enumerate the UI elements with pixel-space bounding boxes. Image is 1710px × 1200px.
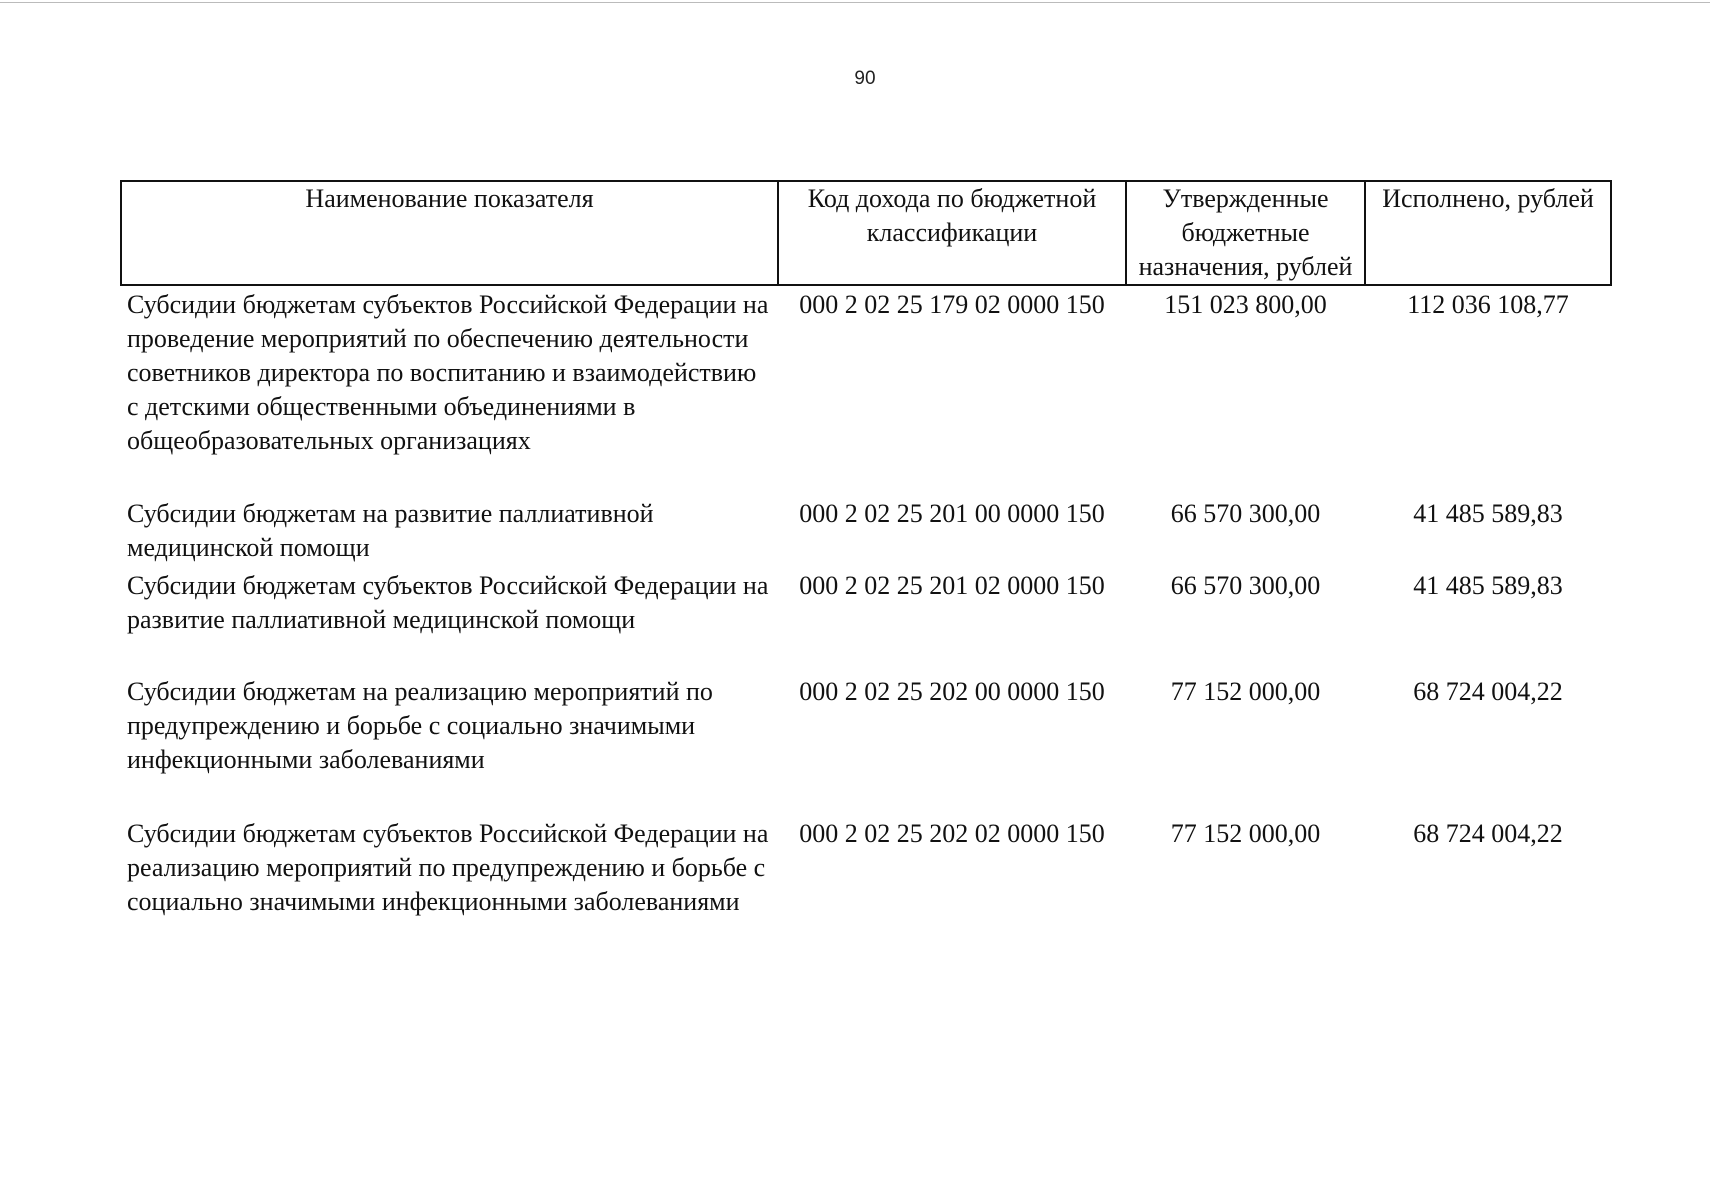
row-income-code: 000 2 02 25 202 00 0000 150 bbox=[799, 677, 1105, 706]
row-approved-amount: 77 152 000,00 bbox=[1170, 677, 1321, 706]
budget-income-table bbox=[120, 180, 1612, 957]
row-approved-amount: 77 152 000,00 bbox=[1170, 819, 1321, 848]
table-row bbox=[121, 567, 1611, 673]
row-indicator-name: Субсидии бюджетам субъектов Российской Федерации на реализацию мероприятий по предупреждению и борьбе с социально значимыми инфекционными заболеваниями bbox=[127, 819, 769, 916]
row-indicator-name: Субсидии бюджетам субъектов Российской Федерации на проведение мероприятий по обеспечению деятельности советников директора по воспитанию и взаимодействию с детскими общественными объединениями в общеобразовательных организациях bbox=[127, 290, 769, 455]
table-row bbox=[121, 673, 1611, 815]
row-income-code: 000 2 02 25 202 02 0000 150 bbox=[799, 819, 1105, 848]
header-approved-amount: Утвержденные бюджетные назначения, рублей bbox=[1126, 181, 1365, 285]
row-approved-amount: 151 023 800,00 bbox=[1164, 290, 1327, 319]
row-indicator-name: Субсидии бюджетам субъектов Российской Федерации на развитие паллиативной медицинской помощи bbox=[127, 571, 769, 634]
top-edge-rule bbox=[0, 2, 1710, 3]
row-executed-amount: 68 724 004,22 bbox=[1413, 819, 1563, 848]
row-indicator-name: Субсидии бюджетам на развитие паллиативной медицинской помощи bbox=[127, 499, 654, 562]
table-row bbox=[121, 815, 1611, 957]
row-income-code: 000 2 02 25 201 02 0000 150 bbox=[799, 571, 1105, 600]
header-income-code: Код дохода по бюджетной классификации bbox=[778, 181, 1126, 285]
row-approved-amount: 66 570 300,00 bbox=[1170, 571, 1321, 600]
row-approved-amount: 66 570 300,00 bbox=[1170, 499, 1321, 528]
row-indicator-name: Субсидии бюджетам на реализацию мероприятий по предупреждению и борьбе с социально значимыми инфекционными заболеваниями bbox=[127, 677, 713, 774]
row-executed-amount: 41 485 589,83 bbox=[1413, 571, 1563, 600]
row-executed-amount: 41 485 589,83 bbox=[1413, 499, 1563, 528]
header-executed-amount: Исполнено, рублей bbox=[1365, 181, 1611, 285]
row-income-code: 000 2 02 25 179 02 0000 150 bbox=[799, 290, 1105, 319]
table-header bbox=[121, 181, 1611, 285]
table-body bbox=[121, 285, 1611, 957]
table-row bbox=[121, 285, 1611, 495]
header-indicator-name: Наименование показателя bbox=[121, 181, 778, 285]
header-row bbox=[121, 181, 1611, 285]
page-number: 90 bbox=[854, 68, 876, 89]
table-row bbox=[121, 495, 1611, 567]
row-executed-amount: 112 036 108,77 bbox=[1407, 290, 1569, 319]
row-executed-amount: 68 724 004,22 bbox=[1413, 677, 1563, 706]
row-income-code: 000 2 02 25 201 00 0000 150 bbox=[799, 499, 1105, 528]
